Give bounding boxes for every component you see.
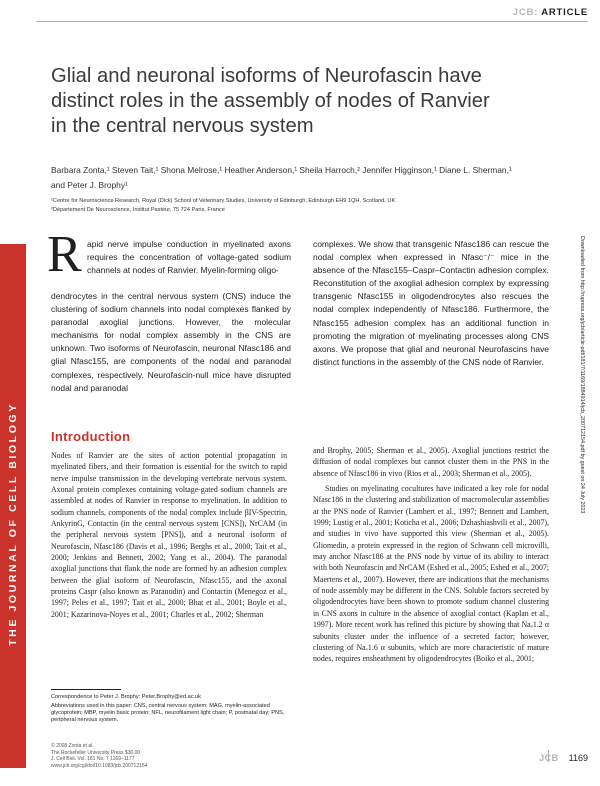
author-list: Barbara Zonta,¹ Steven Tait,¹ Shona Melrose,¹ Heather Anderson,¹ Sheila Harroch,² Jennifer Higginson,¹ Diane L. Sherman,¹ and Peter J. Brophy¹	[51, 165, 512, 190]
affiliation-2: ²Département De Neuroscience, Institut Pasteur, 75 724 Paris, France	[51, 206, 225, 213]
abstract-drop-cap: R	[47, 226, 82, 283]
page-number: 1169	[568, 753, 588, 763]
copyright-line: © 2008 Zonta et al.	[51, 743, 94, 749]
correspondence-note: Correspondence to Peter J. Brophy: Peter.Brophy@ed.ac.uk	[51, 694, 201, 700]
copyright-block	[51, 743, 147, 769]
download-watermark	[578, 236, 586, 756]
introduction-left-column: Nodes of Ranvier are the sites of action potential propagation in myelinated fibers, and their formation is essential for the switch to rapid nerve impulse transmission in the developing vertebrate nervous system. Axonal protein complexes containing voltage-gated sodium channels are assembled at nodes of Ranvier in response to myelination. In addition to sodium channels, components of the nodal complex include βIV-Spectrin, AnkyrinG, Contactin (in the central nervous system [CNS]), NrCAM (in the peripheral nervous system [PNS]), and a neuronal isoform of Neurofascin, Nfasc186 (Davis et al., 1996; Berghs et al., 2000; Tait et al., 2000; Jenkins and Bennett, 2002; Yang et al., 2004). The paranodal axoglial junctions that flank the node are formed by an adhesion complex between the glial isoform of Neurofascin, Nfasc155, and the axonal proteins Caspr (also known as Paranodin) and Contactin (Menegoz et al., 1997; Peles et al., 1997; Tait et al., 2000; Bhat et al., 2001; Boyle et al., 2001; Kazarinova-Noyes et al., 2001; Charles et al., 2002; Sherman	[51, 451, 287, 619]
affiliations	[51, 197, 521, 214]
introduction-right-paragraph-1: and Brophy, 2005; Sherman et al., 2005). Axoglial junctions restrict the diffusion of nodal complexes but cannot cluster them in the PNS in the absence of Nfasc186 in vivo (Rios et al., 2003; Sherman et al., 2005).	[313, 446, 549, 478]
footer-journal: JCB	[539, 753, 559, 763]
affiliation-1: ¹Centre for Neuroscience Research, Royal (Dick) School of Veterinary Studies, University of Edinburgh, Edinburgh EH9 1QH, Scotland, UK	[51, 198, 396, 204]
article-title: Glial and neuronal isoforms of Neurofascin have distinct roles in the assembly of nodes of Ranvier in the central nervous system	[51, 65, 490, 137]
introduction-heading: Introduction	[51, 429, 131, 444]
publisher-line: The Rockefeller University Press $30.00	[51, 749, 141, 756]
header-rule	[36, 21, 588, 22]
download-note-text: Downloaded from http://rupress.org/jcb/article-pdf/181/7/1169/1884914/jcb_200712154.pdf by guest on 24 July 2023	[579, 236, 585, 514]
abstract-left-top: apid nerve impulse conduction in myelinated axons requires the concentration of voltage-gated sodium channels at nodes of Ranvier. Myelin-forming oligo-	[87, 239, 291, 276]
abstract-right-body: complexes. We show that transgenic Nfasc186 can rescue the nodal complex when expressed in Nfasc⁻/⁻ mice in the absence of the Nfasc155–Caspr–Contactin adhesion complex. Reconstitution of the axoglial adhesion complex by expressing transgenic Nfasc155 in oligodendrocytes also rescues the nodal complex independently of Nfasc186. Furthermore, the Nfasc155 adhesion complex has an additional function in promoting the migration of myelinating processes along CNS axons. We propose that glial and neuronal Neurofascins have distinct functions in the assembly of the CNS node of Ranvier.	[313, 239, 549, 367]
abstract-left-body: dendrocytes in the central nervous system (CNS) induce the clustering of sodium channels into nodal complexes flanked by paranodal axoglial junctions. However, the molecular mechanisms for nodal complex assembly in the CNS are unknown. Two isoforms of Neurofascin, neuronal Nfasc186 and glial Nfasc155, are components of the nodal and paranodal complexes, respectively. Neurofascin-null mice have disrupted nodal and paranodal	[51, 291, 291, 393]
introduction-right-paragraph-2: Studies on myelinating cocultures have indicated a key role for nodal Nfasc186 in the clustering and stabilization of macromolecular assemblies at the PNS node of Ranvier (Lambert et al., 1997; Bennett and Lambert, 1999; Lustig et al., 2001; Koticha et al., 2006; Dzhashiashvili et al., 2007), and studies in vivo have supported this view (Sherman et al., 2005). Gliomedin, a protein expressed in the region of Schwann cell microvilli, may anchor Nfasc186 at the PNS node by virtue of its ability to interact with both Neurofascin and NrCAM (Eshed et al., 2005; Eshed et al., 2007; Maertens et al., 2007). However, there are indications that the mechanisms of node assembly may be different in the CNS. Soluble factors secreted by oligodendrocytes have been shown to promote sodium channel clustering in CNS axons in culture in the absence of axoglial contact (Kaplan et al., 1997). More recent work has refined this picture by showing that Naᵥ1.2 α subunits cluster under the influence of a secreted factor; however, clustering of Naᵥ1.6 α subunits, which are more characteristic of mature nodes, requires ensheathment by oligodendrocytes (Boiko et al., 2001;	[313, 484, 549, 664]
introduction-right-column	[313, 445, 549, 665]
journal-name: THE JOURNAL OF CELL BIOLOGY	[7, 402, 19, 646]
footnote-rule	[51, 689, 121, 690]
article-type-label: JCB: ARTICLE	[512, 7, 588, 18]
doi-link[interactable]: www.jcb.org/cgi/doi/10.1083/jcb.200712154	[51, 762, 148, 769]
citation-line: J. Cell Biol. Vol. 181 No. 7 1169–1177	[51, 756, 135, 763]
abbreviations-note: Abbreviations used in this paper: CNS, central nervous system; MAG, myelin-associated glycoprotein; MBP, myelin basic protein; NFL, neurofilament light chain; P, postnatal day; PNS, peripheral nervous system.	[51, 703, 285, 724]
page-footer	[539, 753, 588, 763]
